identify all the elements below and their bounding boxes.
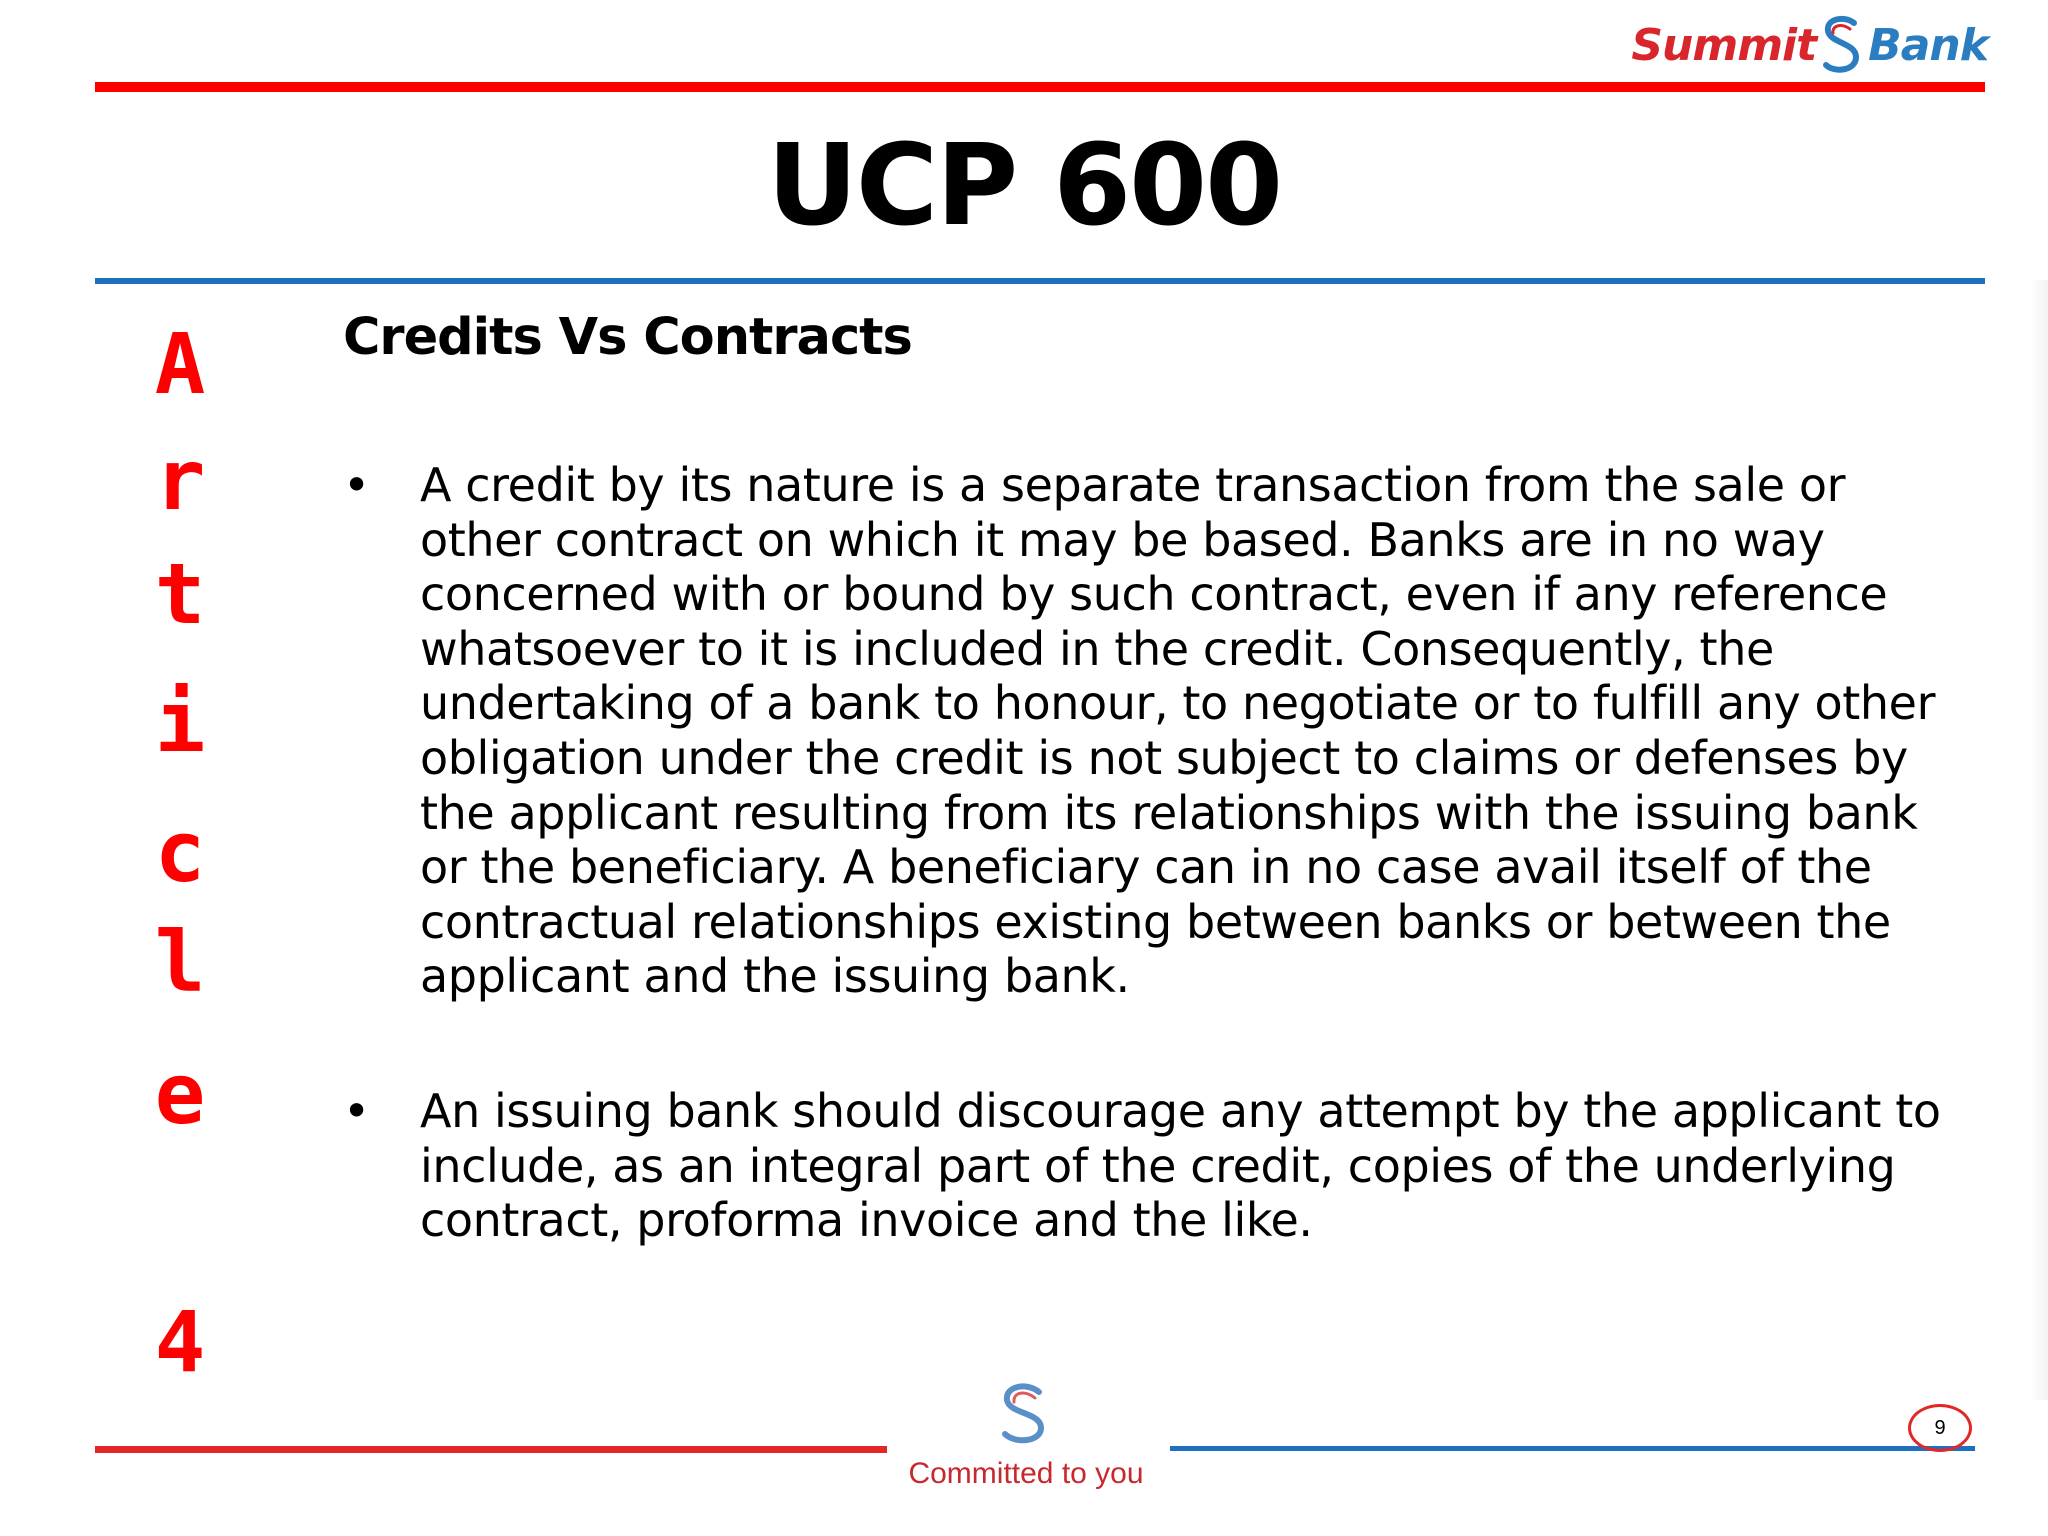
bullet-item [343,458,1943,1004]
side-letter: t [154,545,206,643]
footer-red-line [95,1446,887,1453]
right-edge-shadow [2030,280,2048,1400]
section-subtitle: Credits Vs Contracts [343,308,912,367]
side-letter: r [154,431,206,529]
logo-s-icon [1820,15,1864,75]
side-letter: l [154,913,206,1011]
footer-blue-line [1170,1446,1975,1451]
bullet-dot: • [343,458,370,512]
bullet-dot: • [343,1083,370,1138]
side-letter: i [154,673,206,771]
logo-word-summit: Summit [1631,19,1817,71]
top-red-divider [95,82,1985,92]
side-letter: c [154,803,206,901]
side-letter: 4 [154,1293,206,1391]
summit-bank-logo [1631,14,1988,76]
footer-tagline: Committed to you [908,1457,1144,1490]
side-letter: A [154,315,206,413]
logo-word-bank: Bank [1868,19,1988,71]
footer-s-logo-icon [995,1382,1053,1446]
page-title: UCP 600 [766,121,1281,251]
title-blue-divider [95,278,1985,284]
side-letter: e [154,1045,206,1143]
bullet-list [343,458,1943,1248]
bullet-item [343,1084,1943,1248]
bullet-text: A credit by its nature is a separate transaction from the sale or other contract on which it may be based. Banks are in no way concerned with or bound by such contract, even if any reference whatsoever to it is included in the credit. Consequently, the undertaking of a bank to honour, to negotiate or to fulfill any other obligation under the credit is not subject to claims or defenses by the applicant resulting from its relationships with the issuing bank or the beneficiary. A beneficiary can in no case avail itself of the contractual relationships existing between banks or between the applicant and the issuing bank. [420,458,1936,1004]
bullet-text: An issuing bank should discourage any attempt by the applicant to include, as an integral part of the credit, copies of the underlying contract, proforma invoice and the like. [420,1083,1941,1248]
page-number-badge: 9 [1908,1404,1972,1452]
